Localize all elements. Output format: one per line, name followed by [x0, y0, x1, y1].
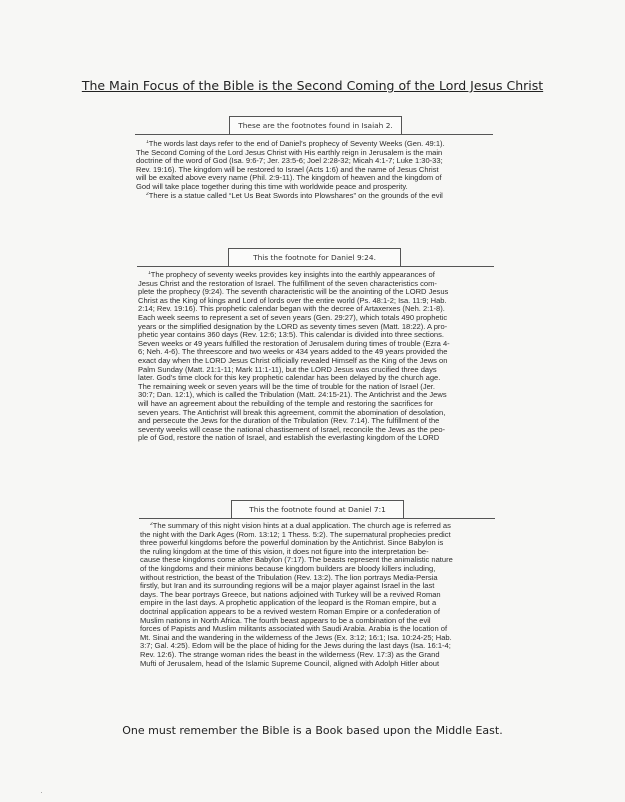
footnote-line: plete the prophecy (9:24). The seventh characteristic will be the anointing of the LORD Jesus — [138, 288, 449, 297]
footnote-line: three powerful kingdoms before the powerful domination by the Antichrist. Since Babylon is — [140, 539, 444, 548]
footnote-line: days. The bear portrays Greece, but nations adjoined with Turkey will be a revived Roman — [140, 590, 441, 599]
footnote-line: seventy weeks will cease the national chastisement of Israel, reconcile the Jews as the peo- — [138, 425, 446, 434]
footnote-line: 6; Neh. 4-6). The threescore and two weeks or 434 years added to the 49 years provided the — [138, 348, 448, 357]
footnote-line: God will take place together during this time with worldwide peace and prosperity. — [136, 182, 408, 191]
isaiah-footnote-label: These are the footnotes found in Isaiah 2. — [238, 121, 393, 130]
footnote-line: Rev. 12:6). The strange woman rides the beast in the wilderness (Rev. 17:3) as the Grand — [140, 650, 440, 659]
footnote-line: Jesus Christ and the restoration of Israel. The fulfillment of the seven characteristics com- — [138, 279, 437, 288]
footnote-line: cause these kingdoms come after Babylon (7:17). The beasts represent the animalistic nature — [140, 556, 453, 565]
footnote-marker: 2 — [150, 522, 153, 527]
footnote-line: 2:14; Rev. 19:16). This prophetic calendar began with the decree of Artaxerxes (Neh. 2:1-8). — [138, 305, 445, 314]
footnote-line: doctrinal application appears to be a revived western Roman Empire or a confederation of — [140, 607, 440, 616]
footnote-line: Palm Sunday (Matt. 21:1-11; Mark 11:1-11), but the LORD Jesus was crucified three days — [138, 365, 437, 374]
daniel-7-footnote-text — [140, 522, 500, 668]
footnote-line: the ruling kingdom at the time of this vision, it does not figure into the interpretation be- — [140, 547, 429, 556]
isaiah-divider — [135, 134, 493, 135]
scan-speck — [41, 792, 42, 793]
footnote-line: firstly, but Iran and its surrounding regions will be a major player against Israel in the last — [140, 582, 435, 591]
footnote-line: $^2$There is a statue called “Let Us Beat Swords into Plowshares” on the grounds of the evil — [146, 191, 443, 200]
daniel-9-divider — [137, 266, 494, 267]
footnote-line: will have an agreement about the rebuilding of the temple and restoring the sacrifices for — [138, 399, 433, 408]
daniel-9-footnote-text — [138, 271, 498, 443]
footnote-line: exact day when the LORD Jesus Christ officially revealed Himself as the King of the Jews on — [138, 356, 448, 365]
page-title: The Main Focus of the Bible is the Second Coming of the Lord Jesus Christ — [81, 78, 544, 93]
footnote-line: the night with the Dark Ages (Rom. 13:12; 1 Thess. 5:2). The supernatural prophecies predict — [140, 530, 451, 539]
daniel-7-divider — [139, 518, 495, 519]
footnote-line: $^2$The summary of this night vision hints at a dual application. The church age is referred as — [150, 522, 451, 530]
footnote-line: 3:7; Gal. 4:25). Edom will be the place of hiding for the Jews during the last days (Isa. 16:1-4; — [140, 642, 451, 651]
footnote-line: Rev. 19:16). The kingdom will be restored to Israel (Acts 1:6) and the name of Jesus Christ — [136, 165, 439, 174]
daniel-7-label: This the footnote found at Daniel 7:1 — [249, 505, 386, 514]
daniel-7-label-box — [231, 500, 404, 519]
daniel-9-label-box — [228, 248, 401, 267]
footnote-line: and persecute the Jews for the duration of the Tribulation (Rev. 7:14). The fulfillment of the — [138, 417, 440, 426]
footnote-line: $^1$The words last days refer to the end of Daniel’s prophecy of Seventy Weeks (Gen. 49:1). — [146, 140, 445, 148]
footnote-line: later. God’s time clock for this key prophetic calendar has been delayed by the church age. — [138, 374, 441, 383]
footnote-line: of the kingdoms and their minions because kingdom builders are bloody killers including, — [140, 564, 436, 573]
footer-note: One must remember the Bible is a Book based upon the Middle East. — [122, 724, 503, 737]
daniel-9-label: This the footnote for Daniel 9:24. — [253, 253, 376, 262]
footnote-line: forces of Papists and Muslim militants associated with Saudi Arabia. Arabia is the location of — [140, 625, 448, 634]
footnote-line: Muslim nations in North Africa. The fourth beast appears to be a combination of the evil — [140, 616, 431, 625]
footnote-line: The Second Coming of the Lord Jesus Christ with His earthly reign in Jerusalem is the main — [136, 148, 443, 157]
footnote-line: without restriction, the beast of the Tribulation (Rev. 13:2). The lion portrays Media-Persia — [140, 573, 438, 582]
footnote-line: doctrine of the word of God (Isa. 9:6-7; Jer. 23:5-6; Joel 2:28-32; Micah 4:1-7; Luke 1:30-33; — [136, 157, 443, 166]
footnote-line: phetic year contains 360 days (Rev. 12:6; 13:5). This calendar is divided into three sections. — [138, 331, 444, 340]
footnote-marker: 1 — [148, 271, 151, 276]
footnote-line: Mt. Sinai and the wandering in the wilderness of the Jews (Ex. 3:12; 16:1; Isa. 10:24-25; Hab. — [140, 633, 452, 642]
footnote-marker: 2 — [146, 191, 149, 197]
footnote-line: Mufti of Jerusalem, head of the Islamic Supreme Council, aligned with Adolph Hitler about — [140, 659, 440, 668]
footnote-line: years or the simplified designation by the LORD as seventy times seven (Matt. 18:22). A pro- — [138, 322, 448, 331]
footnote-line: will be exalted above every name (Phil. 2:9-11). The kingdom of heaven and the kingdom of — [136, 174, 442, 183]
footnote-line: seven years. The Antichrist will break this agreement, commit the abomination of desolation, — [138, 408, 446, 417]
footnote-line: $^1$The prophecy of seventy weeks provides key insights into the earthly appearances of — [148, 271, 435, 279]
isaiah-footnote-label-box — [229, 116, 402, 135]
footnote-line: 30:7; Dan. 12:1), which is called the Tribulation (Matt. 24:15-21). The Antichrist and the Jews — [138, 391, 447, 400]
footnote-line: ple of God, restore the nation of Israel, and establish the everlasting kingdom of the LORD — [138, 434, 440, 443]
footnote-line: The remaining week or seven years will be the time of trouble for the nation of Israel (Jer. — [138, 382, 435, 391]
footnote-line: empire in the last days. A prophetic application of the leopard is the Roman empire, but a — [140, 599, 437, 608]
footnote-line: Each week seems to represent a set of seven years (Gen. 29:27), which totals 490 prophetic — [138, 313, 448, 322]
footnote-line: Seven weeks or 49 years fulfilled the restoration of Jerusalem during times of trouble (Ezra 4- — [138, 339, 450, 348]
footnote-marker: 1 — [146, 140, 149, 145]
isaiah-footnotes-text — [136, 140, 496, 200]
footnote-line: Christ as the King of kings and Lord of lords over the entire world (Ps. 48:1-2; Isa. 11:9; Hab. — [138, 296, 447, 305]
